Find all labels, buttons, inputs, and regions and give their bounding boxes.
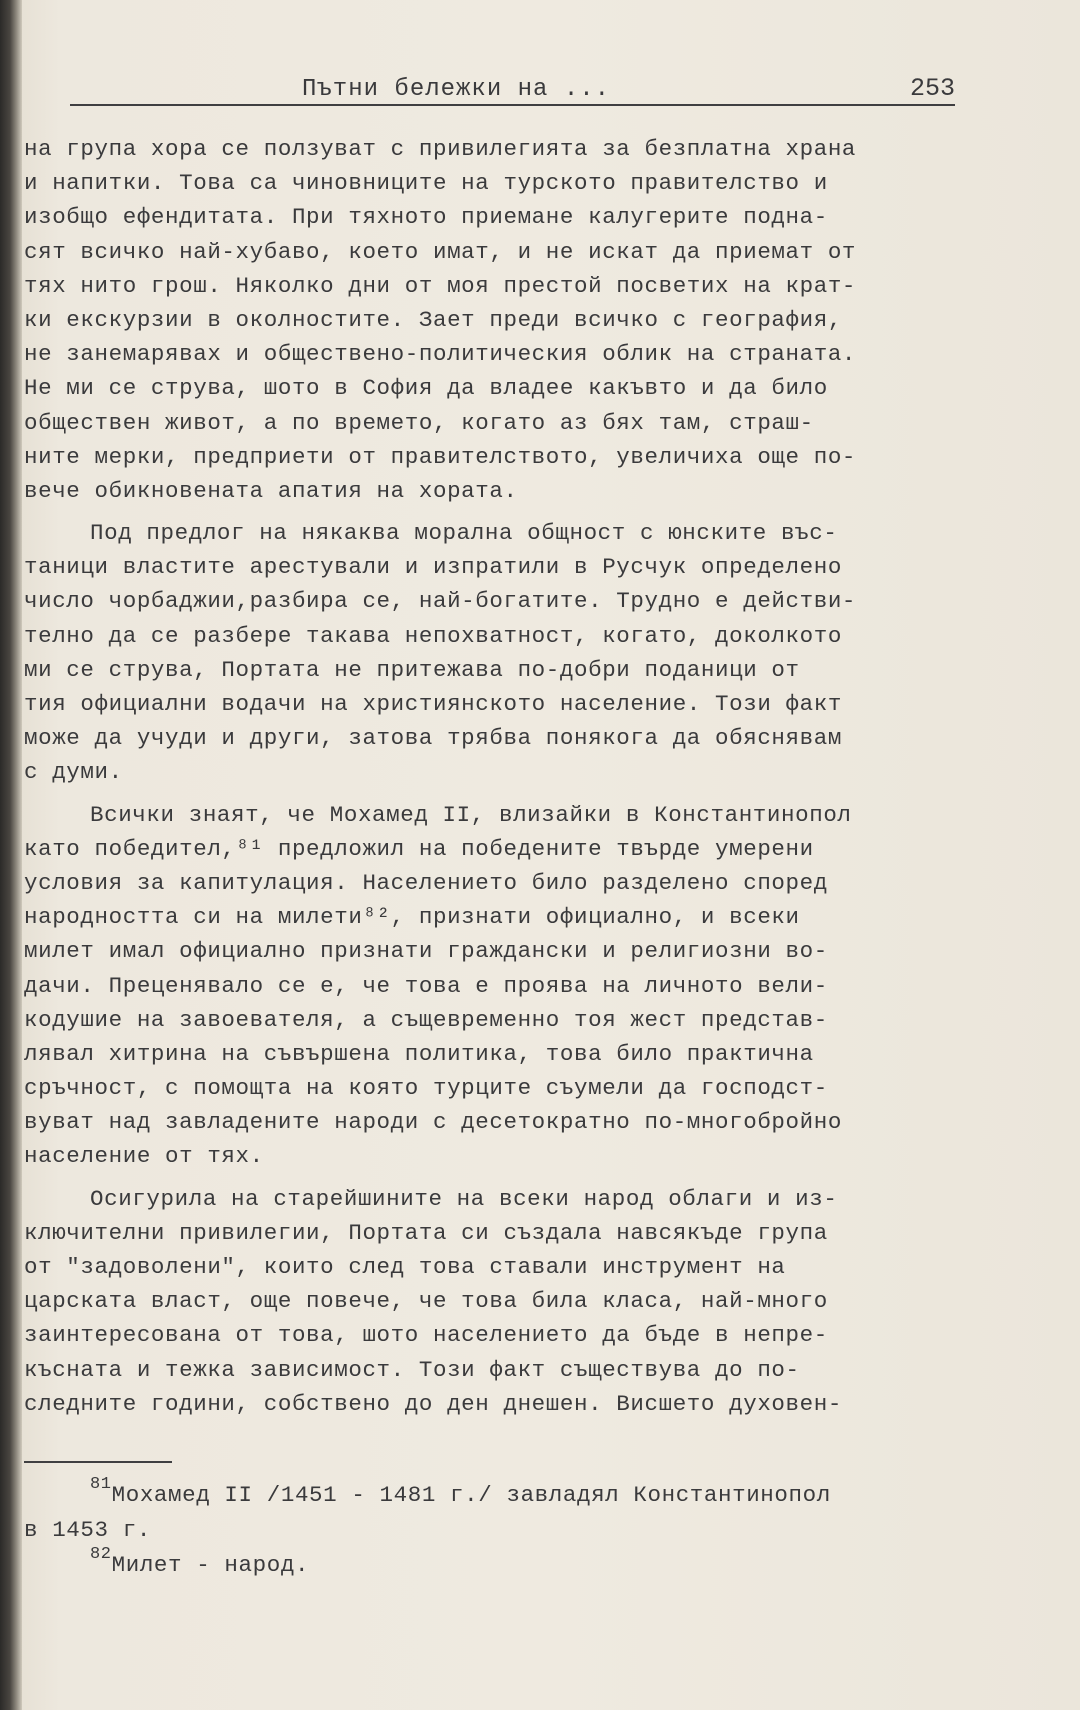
text-line: Всички знаят, че Мохамед II, влизайки в Константинопол (90, 801, 852, 828)
text-line: от "задоволени", които след това ставали инструмент на (24, 1254, 786, 1280)
text-line: ните мерки, предприети от правителството, увеличиха още по- (24, 443, 857, 470)
text-line: телно да се разбере такава непохватност, когато, доколкото (24, 622, 842, 649)
paragraph (24, 516, 974, 790)
text-line: лявал хитрина на съвършена политика, това било практична (24, 1040, 814, 1067)
text-line: Осигурила на старейшините на всеки народ облаги и из- (90, 1185, 838, 1212)
text-line: ключителни привилегии, Портата си създала навсякъде група (24, 1219, 828, 1246)
footnotes (24, 1475, 974, 1583)
footnote-line (24, 1513, 974, 1548)
text-line: условия за капитулация. Населението било разделено според (24, 869, 828, 896)
header-rule (70, 104, 955, 106)
text-line: вече обикновената апатия на хората. (24, 477, 518, 504)
text-line: дачи. Преценявало се е, че това е проява на личното вели- (24, 972, 828, 999)
text-line: следните години, собствено до ден днешен. Висшето духовен- (24, 1390, 842, 1417)
footnote-marker: 82 (90, 1545, 112, 1564)
footnote-rule (24, 1461, 172, 1463)
text-line: народността си на милети⁸², признати официално, и всеки (24, 904, 800, 931)
text-line: ки екскурзии в околностите. Зает преди всичко с география, (24, 306, 842, 333)
text-line: на група хора се ползуват с привилегията за безплатна храна (24, 136, 857, 162)
text-line: като победител,⁸¹ предложил на победените твърде умерени (24, 835, 814, 862)
footnote-text: Милет - народ. (111, 1552, 310, 1578)
paragraph (24, 798, 974, 1174)
body-text (24, 132, 974, 1421)
text-line: кодушие на завоевателя, а същевременно тоя жест представ- (24, 1006, 828, 1033)
text-line: таници властите арестували и изпратили в Русчук определено (24, 554, 842, 581)
text-line: с думи. (24, 759, 123, 786)
text-line: вуват над завладените народи с десетократно по-многобройно (24, 1109, 842, 1136)
paragraph (24, 1182, 974, 1421)
footnote-line (24, 1475, 974, 1513)
text-line: Не ми се струва, шото в София да владее какъвто и да било (24, 375, 828, 402)
text-line: милет имал официално признати граждански и религиозни во- (24, 938, 828, 965)
text-line: изобщо ефендитата. При тяхното приемане калугерите подна- (24, 204, 828, 231)
text-line: число чорбаджии,разбира се, най-богатите. Трудно е действи- (24, 588, 857, 615)
text-line: Под предлог на някаква морална общност с юнските въс- (90, 520, 838, 547)
text-line: може да учуди и други, затова трябва понякога да обяснявам (24, 725, 842, 752)
paragraph-gap (24, 790, 974, 798)
text-line: не занемарявах и обществено-политическия облик на страната. (24, 341, 857, 368)
footnote-line (24, 1545, 974, 1583)
paragraph-gap (24, 1174, 974, 1182)
page-number: 253 (909, 74, 955, 103)
footnote-text: Мохамед II /1451 - 1481 г./ завладял Константинопол (111, 1482, 831, 1508)
running-header-title: Пътни бележки на ... (302, 76, 611, 103)
text-line: сят всичко най-хубаво, което имат, и не искат да приемат от (24, 238, 857, 265)
text-line: обществен живот, а по времето, когато аз бях там, страш- (24, 409, 814, 436)
text-line: тях нито грош. Няколко дни от моя престой посветих на крат- (24, 272, 857, 299)
text-line: късната и тежка зависимост. Този факт съществува до по- (24, 1356, 800, 1383)
text-line: население от тях. (24, 1143, 264, 1170)
text-line: тия официални водачи на християнското население. Този факт (24, 691, 842, 717)
running-header (40, 72, 955, 106)
footnote-marker: 81 (90, 1475, 112, 1494)
text-line: ми се струва, Портата не притежава по-добри поданици от (24, 656, 800, 683)
text-line: и напитки. Това са чиновниците на турското правителство и (24, 170, 828, 197)
paragraph (24, 132, 974, 508)
book-spine-edge (0, 0, 22, 1710)
paragraph-gap (24, 508, 974, 516)
text-line: царската власт, още повече, че това била класа, най-много (24, 1288, 828, 1315)
text-line: заинтересована от това, шото населението да бъде в непре- (24, 1322, 828, 1349)
footnote-text: в 1453 г. (24, 1517, 151, 1543)
text-line: сръчност, с помощта на която турците съумели да господст- (24, 1075, 828, 1102)
